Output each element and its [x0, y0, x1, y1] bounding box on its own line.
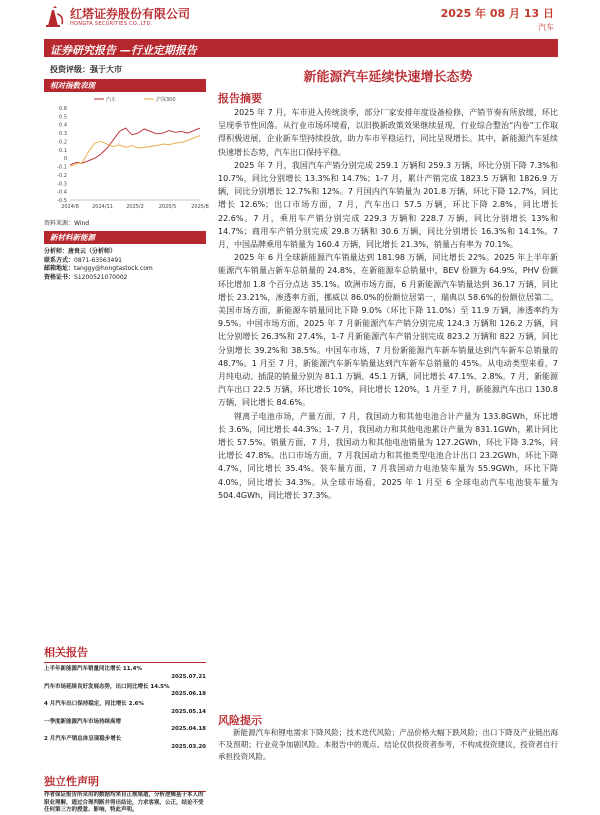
y-tick-label: -0.3 [57, 181, 67, 188]
summary-paragraph: 锂离子电池市场，产量方面，7 月，我国动力和其他电池合计产量为 133.8GWh，环比增长 3.6%，同比增长 44.3%；1-7 月，我国动力和其他电池累计产量为 831.1GWh，累计同比增长 57.5%。销量方面，7 月，我国动力和其他电池销量为 127.2GWh，环比下降 3.2%，同比增长 47.8%。出口市场方面，7 月我国动力和其他类型电池合计出口 23.2GWh，环比下降 4.7%，同比增长 35.4%。装车量方面，7 月我国动力电池装车量为 55.9GWh，环比下降 4.0%，同比增长 34.3%。从全球市场看，2025 年 1 月至 6 全球电动汽车电池装车量为 504.4GWh，同比增长 37.3%。 [218, 411, 558, 500]
company-name-cn: 红塔证券股份有限公司 [70, 7, 191, 21]
disclaimer-text: 作者保证报告所采用的数据均来自正规渠道，分析逻辑基于本人的职业理解，通过合理判断并得出结论，力求客观、公正，结论不受任何第三方的授意、影响，特此声明。 [44, 792, 204, 813]
performance-chart-svg [44, 92, 209, 216]
analyst-phone: 0871-63563491 [74, 256, 122, 264]
report-date: 2025 年 08 月 13 日 [440, 7, 554, 20]
summary-paragraph: 2025 年 7 月，车市进入传统淡季，部分厂家安排年度设备检修，产销节奏有所放缓，环比呈现季节性回落。从行业市场环境看，以旧换新政策效果继续显现，行业综合整治“内卷”工作取得积极进展，企业新车型持续投放，助力车市平稳运行，同比呈现增长。其中，新能源汽车延续快速增长态势，汽车出口保持平稳。 [218, 108, 558, 157]
legend-label: 汽车 [106, 97, 117, 103]
related-report-date: 2025.03.20 [171, 743, 206, 750]
y-tick-label: -0.1 [57, 164, 67, 171]
x-tick-label: 2025/2 [126, 204, 144, 210]
analyst-name: 唐贵云（分析师） [68, 248, 117, 255]
x-tick-label: 2024/11 [92, 204, 113, 210]
y-tick-label: 0 [63, 156, 67, 163]
series-line-1 [70, 136, 200, 167]
y-tick-label: 0.2 [59, 139, 67, 146]
analyst-email-row [44, 265, 206, 274]
y-tick-label: -0.2 [57, 172, 67, 179]
chart-source: 资料来源：Wind [44, 220, 90, 227]
x-tick-label: 2024/8 [61, 204, 79, 210]
analyst-cert-row [44, 274, 206, 283]
x-tick-label: 2025/8 [191, 204, 209, 210]
banner-text: 证券研究报告 —行业定期报告 [50, 44, 197, 57]
investment-rating: 投资评级：强于大市 [50, 65, 122, 74]
summary-paragraph: 2025 年 6 月全球新能源汽车销量达到 181.98 万辆，同比增长 22%。2025 年上半年新能源汽车销量占新车总销量的 24.8%，在新能源车总销量中，BEV 份额为 64.9%，PHV 份额环比增加 1.8 个百分点达 35.1%。欧洲市场方面，6 月新能源汽车销量达到 36.17 万辆，同比增长 23.21%，渗透率方面，挪威以 86.0%的份额位居第一，瑞典以 58.6%的份额位居第二。美国市场方面，新能源车销量同比下降 9.0%（环比下降 11.0%）至 11.9 万辆，渗透率约为 9.5%。中国市场方面，2025 年 7 月新能源汽车产销分别完成 124.3 万辆和 126.2 万辆，同比分别增长 26.3%和 27.4%，1-7 月新能源汽车产销分别完成 823.2 万辆和 822 万辆，同比分别增长 39.2%和 38.5%。中国车市场，7 月份新能源汽车新车销量达到汽车新车总销量的 48.7%。1 月至 7 月，新能源汽车新车销量达到汽车新车总销量的 45%。从电动类型来看，7 月纯电动、插混的销量分别为 81.1 万辆、45.1 万辆，同比增长 47.1%、2.8%。7 月，新能源汽车出口 22.5 万辆，环比增长 10%，同比增长 120%，1 月至 7 月，新能源汽车出口 130.8 万辆，同比增长 84.6%。 [218, 253, 558, 408]
related-report-title[interactable]: 4 月汽车出口保持稳定，同比增长 2.6% [44, 701, 144, 707]
summary-paragraph: 2025 年 7 月，我国汽车产销分别完成 259.1 万辆和 259.3 万辆，环比分别下降 7.3%和 10.7%，同比分别增长 13.3%和 14.7%；1-7 月，累计产销完成 1823.5 万辆和 1826.9 万辆，同比分别增长 12.7%和 12%。7 月国内汽车销量为 201.8 万辆，环比下降 12.7%，同比增长 12.6%；出口市场方面，7 月，汽车出口 57.5 万辆，环比下降 2.8%，同比增长 22.6%。7 月，乘用车产销分别完成 229.3 万辆和 228.7 万辆，同比分别增长 13%和 14.7%；商用车产销分别完成 29.8 万辆和 30.6 万辆，同比分别增长 16.3%和 14.1%。7 月，中国品牌乘用车销量为 160.4 万辆，同比增长 21.3%，销量占有率为 70.1%。 [218, 160, 558, 250]
analyst-cert-label: 资格证书： [44, 273, 75, 281]
related-report-date: 2025.04.18 [171, 726, 206, 732]
materials-section-title: 新材料新能源 [44, 231, 206, 244]
y-tick-label: 0.4 [59, 122, 67, 129]
analyst-email-label: 邮箱地址： [44, 265, 75, 272]
page-header [0, 0, 600, 38]
y-tick-label: -0.4 [57, 189, 67, 196]
y-tick-label: 0.3 [59, 131, 67, 138]
y-tick-label: 0.5 [59, 114, 67, 121]
risk-text: 新能源汽车和锂电需求下降风险；技术迭代风险；产品价格大幅下跌风险；出口下降及产业链出海不及预期；行业竞争加剧风险。本报告中的观点、结论仅供投资者参考，不构成投资建议，投资者自行承担投资风险。 [218, 728, 558, 761]
analyst-info [44, 248, 206, 282]
related-report-title[interactable]: 汽车市场延续良好发展态势，出口同比增长 14.5% [44, 683, 170, 690]
analyst-phone-row [44, 257, 206, 266]
analyst-phone-label: 联系方式： [44, 256, 75, 264]
analyst-email[interactable]: tanggy@hongtastock.com [74, 265, 153, 272]
related-report-date: 2025.05.14 [171, 708, 206, 715]
disclaimer-title: 独立性声明 [44, 773, 206, 792]
y-tick-label: 0.6 [59, 106, 67, 112]
legend-label: 沪深300 [156, 97, 176, 103]
tower-logo-icon [44, 6, 66, 28]
summary-title: 报告摘要 [218, 92, 262, 105]
relative-performance-chart [44, 92, 209, 216]
related-reports-title: 相关报告 [44, 644, 206, 663]
report-type-banner [44, 39, 558, 57]
y-tick-label: 0.1 [59, 147, 67, 154]
y-tick-label: -0.5 [57, 198, 67, 204]
main-content [218, 62, 558, 502]
company-name-en: HONGTA SECURITIES CO.,LTD. [70, 21, 153, 27]
sidebar [44, 62, 209, 813]
report-industry: 汽车 [538, 23, 554, 32]
risk-title: 风险提示 [218, 714, 262, 727]
perf-section-title: 相对指数表现 [44, 79, 206, 92]
related-report-title[interactable]: 上半年新能源汽车销量同比增长 11.4% [44, 666, 142, 672]
related-report-date: 2025.07.21 [171, 673, 206, 680]
related-report-title[interactable]: 一季度新能源汽车市场持续高增 [44, 718, 122, 725]
related-reports-list [44, 666, 206, 754]
related-report-title[interactable]: 2 月汽车产销总体呈现稳步增长 [44, 736, 122, 742]
related-report-date: 2025.06.18 [171, 691, 206, 697]
x-tick-label: 2025/5 [158, 204, 177, 210]
report-title: 新能源汽车延续快速增长态势 [303, 70, 473, 85]
analyst-cert: S1200521070002 [74, 273, 128, 281]
analyst-name-label: 分析师： [44, 248, 69, 255]
analyst-name-row [44, 248, 206, 257]
company-logo [44, 6, 190, 28]
